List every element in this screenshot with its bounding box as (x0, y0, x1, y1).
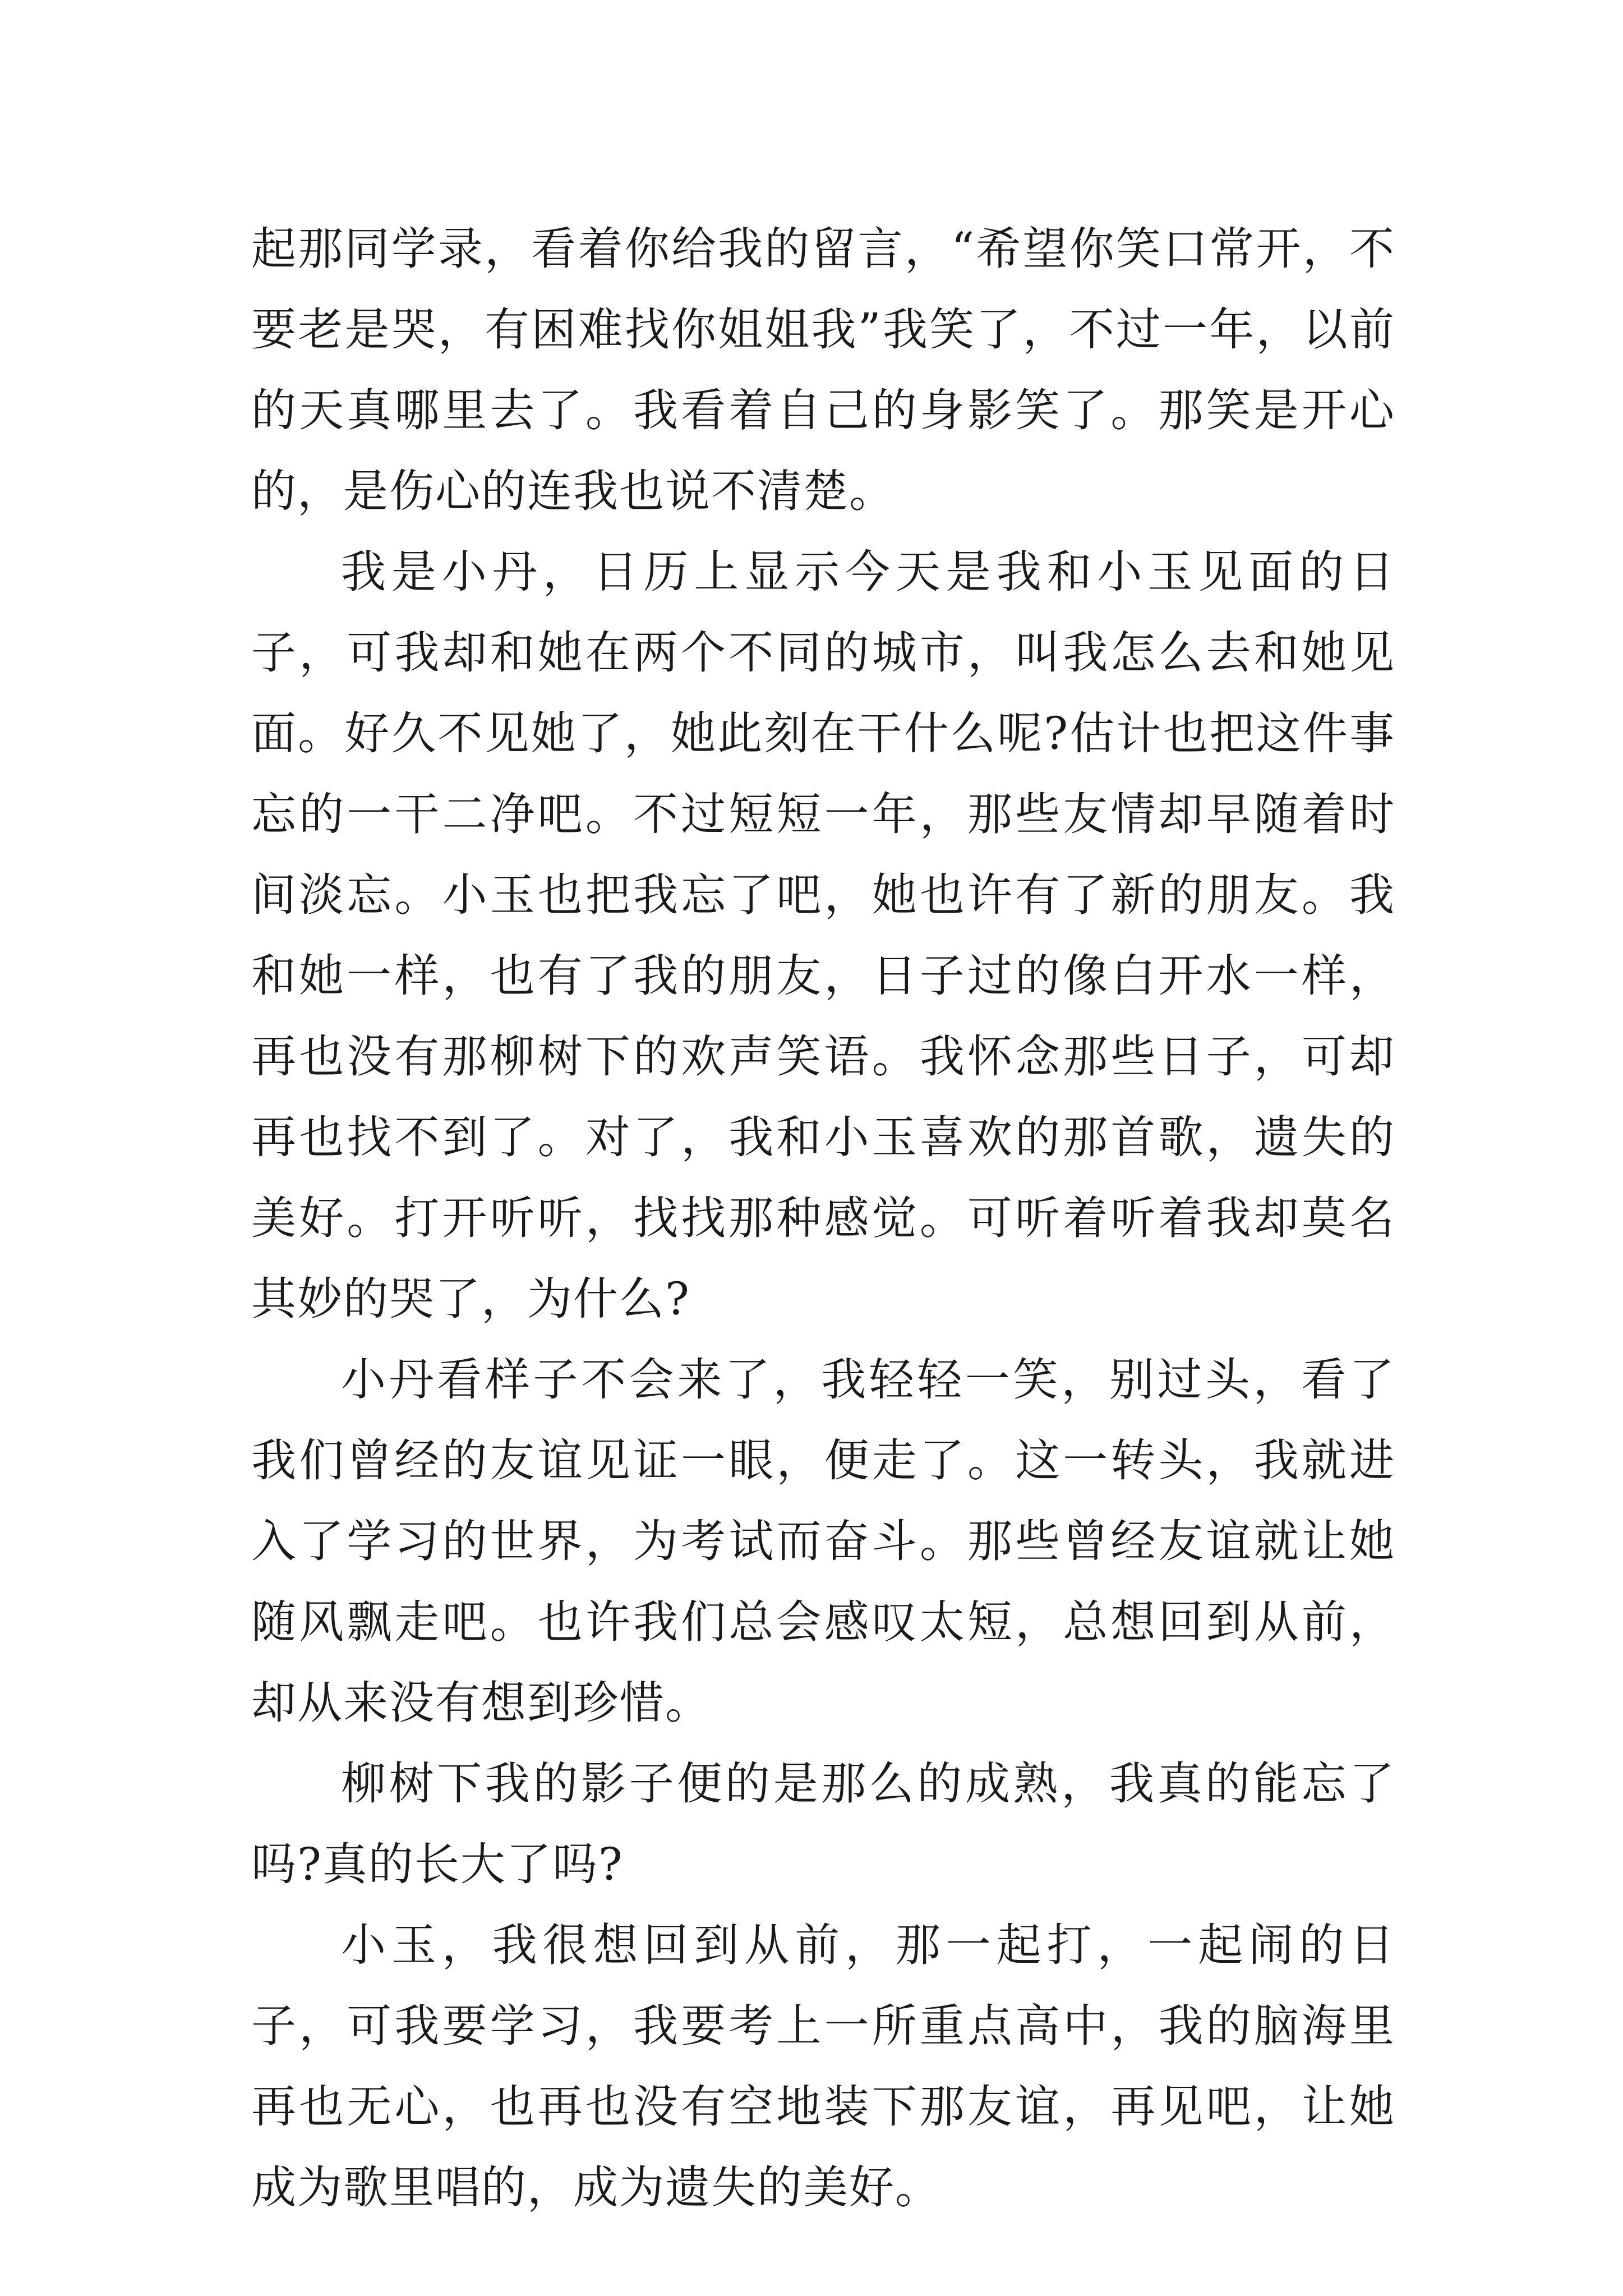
paragraph-2: 我是小丹，日历上显示今天是我和小玉见面的日子，可我却和她在两个不同的城市，叫我怎么去和她见面。好久不见她了，她此刻在干什么呢?估计也把这件事忘的一干二净吧。不过短短一年，那些友情却早随着时间淡忘。小玉也把我忘了吧，她也许有了新的朋友。我和她一样，也有了我的朋友，日子过的像白开水一样，再也没有那柳树下的欢声笑语。我怀念那些日子，可却再也找不到了。对了，我和小玉喜欢的那首歌，遗失的美好。打开听听，找找那种感觉。可听着听着我却莫名其妙的哭了，为什么? (251, 546, 1395, 1325)
document-body (251, 209, 1395, 2228)
paragraph-1: 起那同学录，看着你给我的留言，“希望你笑口常开，不要老是哭，有困难找你姐姐我”我笑了，不过一年，以前的天真哪里去了。我看着自己的身影笑了。那笑是开心的，是伤心的连我也说不清楚。 (251, 223, 1395, 517)
paragraph-5: 小玉，我很想回到从前，那一起打，一起闹的日子，可我要学习，我要考上一所重点高中，我的脑海里再也无心，也再也没有空地装下那友谊，再见吧，让她成为歌里唱的，成为遗失的美好。 (251, 1919, 1395, 2214)
paragraph-3: 小丹看样子不会来了，我轻轻一笑，别过头，看了我们曾经的友谊见证一眼，便走了。这一转头，我就进入了学习的世界，为考试而奋斗。那些曾经友谊就让她随风飘走吧。也许我们总会感叹太短，总想回到从前，却从来没有想到珍惜。 (251, 1354, 1395, 1729)
paragraph-4: 柳树下我的影子便的是那么的成熟，我真的能忘了吗?真的长大了吗? (251, 1757, 1395, 1890)
